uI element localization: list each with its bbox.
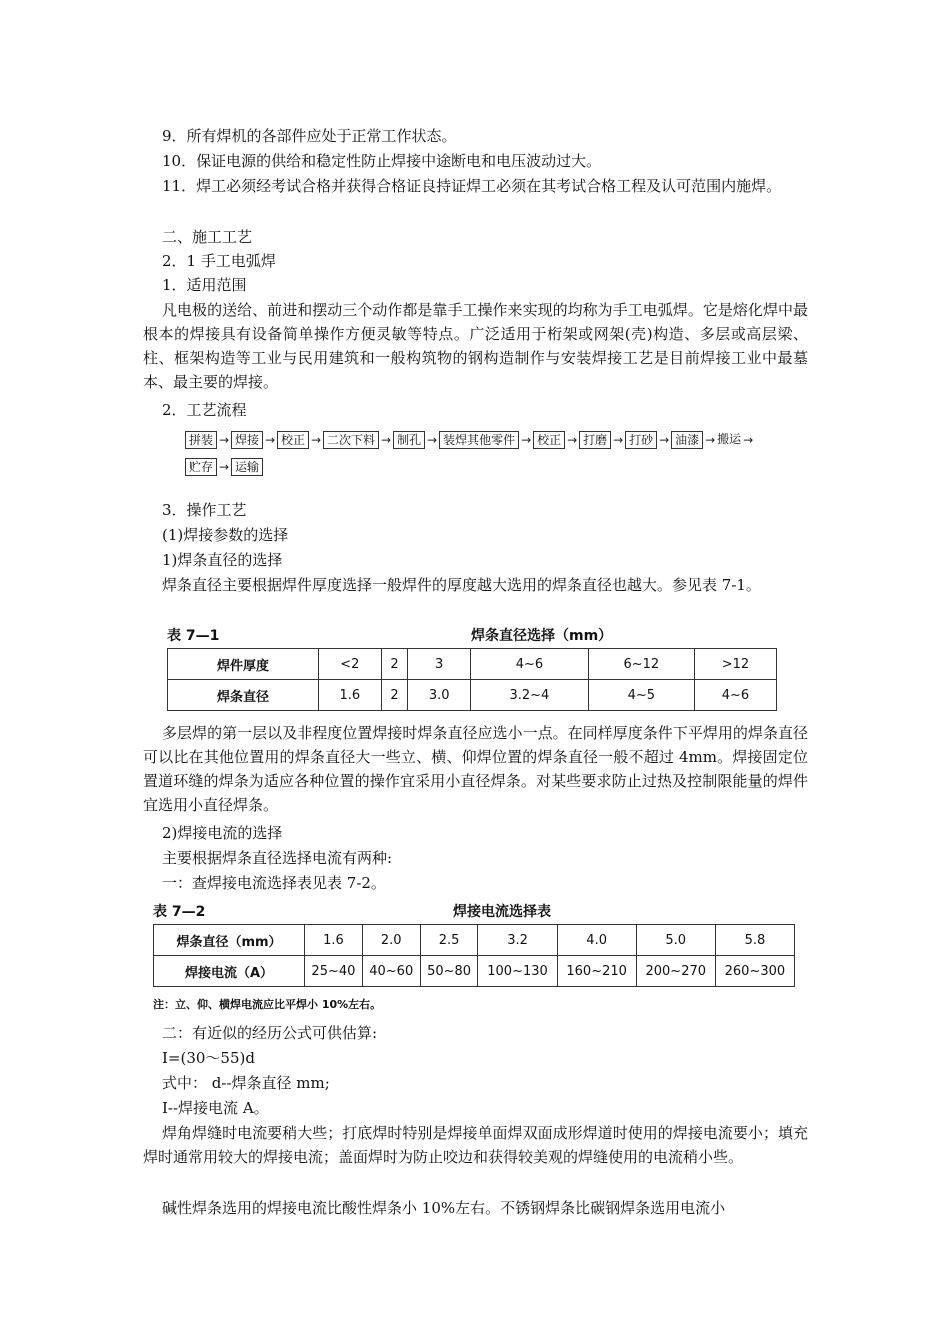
table2-caption-title: 焊接电流选择表 — [453, 904, 551, 920]
para-9: 9．所有焊机的各部件应处于正常工作状态。 — [162, 127, 457, 145]
table-cell: 2.5 — [420, 925, 478, 956]
arrow-right-icon: → — [743, 432, 754, 447]
arrow-right-icon: → — [567, 432, 578, 447]
table-cell: 50~80 — [420, 956, 478, 987]
electrode-diameter-table — [167, 648, 777, 711]
process-flow-row-2 — [185, 458, 263, 476]
flow-step: 二次下料 — [323, 431, 379, 449]
section-heading-2: 二、施工工艺 — [162, 228, 253, 246]
flow-step: 贮存 — [185, 458, 217, 476]
para-11: 11．焊工必须经考试合格并获得合格证良持证焊工必须在其考试合格工程及认可范围内施焊。 — [162, 177, 782, 195]
flow-step: 校正 — [533, 431, 565, 449]
arrow-right-icon: → — [218, 432, 230, 447]
para-10: 10．保证电源的供给和稳定性防止焊接中途断电和电压波动过大。 — [162, 152, 602, 170]
section-heading-2-1: 2．1 手工电弧焊 — [162, 252, 276, 270]
table-row — [154, 956, 795, 987]
formula-where-i: I--焊接电流 A。 — [162, 1099, 269, 1117]
flow-step: 运输 — [231, 458, 263, 476]
table-row — [154, 925, 795, 956]
table-cell: 2 — [381, 680, 408, 711]
diameter-paragraph: 焊条直径主要根据焊件厚度选择一般焊件的厚度越大选用的焊条直径也越大。参见表 7-1。 — [162, 576, 761, 594]
table-cell: 4~6 — [470, 649, 588, 680]
current-heading: 2)焊接电流的选择 — [162, 824, 283, 842]
op-heading: 3．操作工艺 — [162, 501, 247, 519]
arrow-right-icon: → — [613, 432, 624, 447]
table-cell: 5.0 — [636, 925, 715, 956]
fillet-paragraph: 焊角焊缝时电流要稍大些；打底焊时特别是焊接单面焊双面成形焊道时使用的焊接电流要小；填充焊时通常用较大的焊接电流；盖面焊时为防止咬边和获得较美观的焊缝使用的电流稍小些。 — [143, 1124, 808, 1166]
table-cell: 2 — [381, 649, 408, 680]
arrow-right-icon: → — [521, 432, 532, 447]
table-cell: 3.0 — [408, 680, 471, 711]
flow-heading: 2．工艺流程 — [162, 401, 247, 419]
table-cell: 40~60 — [362, 956, 420, 987]
table-cell: 6~12 — [588, 649, 694, 680]
arrow-right-icon: → — [311, 432, 322, 447]
table-cell: 4.0 — [557, 925, 636, 956]
table1-caption-title: 焊条直径选择（mm） — [471, 628, 613, 644]
process-flow-row-1 — [185, 430, 755, 449]
arrow-right-icon: → — [265, 432, 276, 447]
scope-heading: 1．适用范围 — [162, 276, 247, 294]
table2-note: 注：立、仰、横焊电流应比平焊小 10%左右。 — [153, 998, 382, 1011]
table-row — [168, 680, 777, 711]
flow-step: 焊接 — [231, 431, 263, 449]
flow-step: 装焊其他零件 — [439, 431, 519, 449]
flow-step: 打磨 — [579, 431, 611, 449]
table-cell: 3.2~4 — [470, 680, 588, 711]
arrow-right-icon: → — [705, 432, 716, 447]
table-cell: 3 — [408, 649, 471, 680]
multilayer-paragraph: 多层焊的第一层以及非程度位置焊接时焊条直径应选小一点。在同样厚度条件下平焊用的焊条直径可以比在其他位置用的焊条直径大一些立、横、仰焊位置的焊条直径一般不超过 4mm。焊接固定位置道环缝的焊条为适应各种位置的操作宜采用小直径焊条。对某些要求防止过热及控制限能量的焊件宜选用小直径焊条。 — [143, 724, 808, 814]
table-cell: 200~270 — [636, 956, 715, 987]
table-cell: <2 — [319, 649, 382, 680]
method-one: 一：查焊接电流选择表见表 7-2。 — [162, 874, 386, 892]
scope-paragraph: 凡电极的送给、前进和摆动三个动作都是靠手工操作来实现的均称为手工电弧焊。它是熔化焊中最根本的焊接具有设备简单操作方便灵敏等特点。广泛适用于桁架或网架(壳)构造、多层或高层梁、柱、框架构造等工业与民用建筑和一般构筑物的钢构造制作与安装焊接工艺是目前焊接工业中最墓本、最主要的焊接。 — [143, 301, 808, 391]
table-cell: 4~5 — [588, 680, 694, 711]
table-header-cell: 焊条直径 — [168, 680, 319, 711]
method-two: 二：有近似的经历公式可供估算: — [162, 1024, 378, 1042]
table-cell: 160~210 — [557, 956, 636, 987]
arrow-right-icon: → — [218, 460, 230, 474]
table-cell: 3.2 — [478, 925, 557, 956]
table-cell: 1.6 — [319, 680, 382, 711]
welding-current-table — [153, 924, 795, 987]
table-cell: 1.6 — [305, 925, 363, 956]
flow-step: 校正 — [277, 431, 309, 449]
current-intro: 主要根据焊条直径选择电流有两种: — [162, 849, 393, 867]
flow-step: 拼装 — [185, 431, 217, 449]
table-cell: 260~300 — [715, 956, 794, 987]
table-cell: 100~130 — [478, 956, 557, 987]
arrow-right-icon: → — [381, 432, 392, 447]
table-cell: 4~6 — [694, 680, 776, 711]
arrow-right-icon: → — [427, 432, 438, 447]
table-cell: 2.0 — [362, 925, 420, 956]
formula-where-d: 式中： d--焊条直径 mm; — [162, 1074, 330, 1092]
basic-electrode-paragraph: 碱性焊条选用的焊接电流比酸性焊条小 10%左右。不锈钢焊条比碳钢焊条选用电流小 — [162, 1199, 726, 1217]
table-row — [168, 649, 777, 680]
param-heading: (1)焊接参数的选择 — [162, 526, 289, 544]
table2-caption-number: 表 7—2 — [153, 904, 206, 920]
arrow-right-icon: → — [659, 432, 670, 447]
flow-step: 油漆 — [671, 431, 703, 449]
table-header-cell: 焊接电流（A） — [154, 956, 305, 987]
table-header-cell: 焊条直径（mm） — [154, 925, 305, 956]
table1-caption-number: 表 7—1 — [167, 628, 220, 644]
flow-step: 打砂 — [625, 431, 657, 449]
table-cell: 5.8 — [715, 925, 794, 956]
flow-step: 制孔 — [393, 431, 425, 449]
table-cell: 25~40 — [305, 956, 363, 987]
table-cell: >12 — [694, 649, 776, 680]
flow-step: 搬运 — [717, 432, 742, 446]
diameter-heading: 1)焊条直径的选择 — [162, 551, 283, 569]
table-header-cell: 焊件厚度 — [168, 649, 319, 680]
formula: I=(30～55)d — [162, 1049, 255, 1067]
